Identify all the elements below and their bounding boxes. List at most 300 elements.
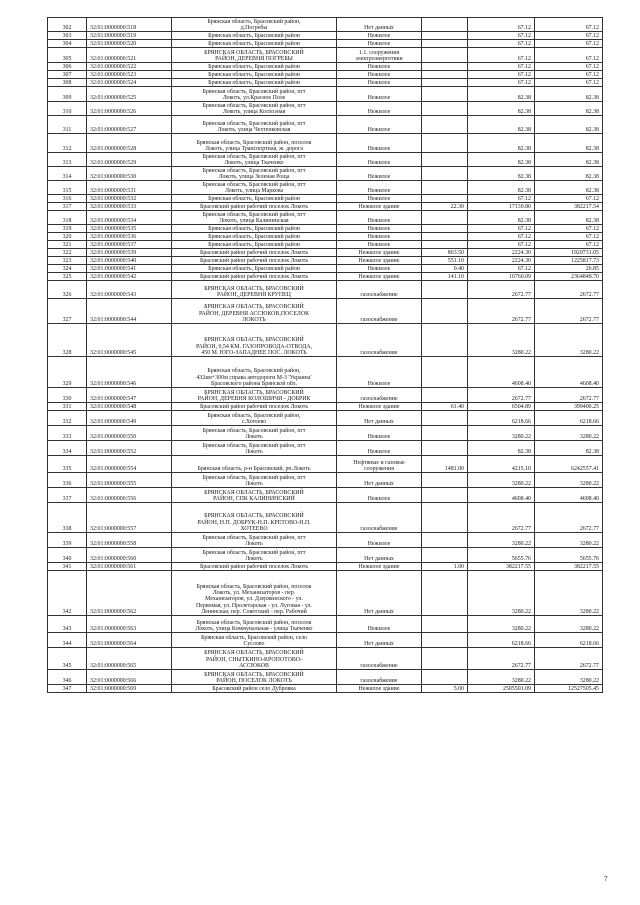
cadastral-register-table — [47, 17, 603, 693]
cadastral-number-cell: 32:01:0000000:549 — [87, 411, 172, 426]
cadastral-cost-total-cell: 399400.25 — [535, 403, 603, 411]
cadastral-number-cell: 32:01:0000000:519 — [87, 32, 172, 40]
object-type-cell: газоснабжение — [337, 648, 422, 670]
address-cell: Брянская область, Брасовский район, пгт Локоть, улица Зеленая Роща — [172, 167, 337, 181]
cadastral-cost-per-unit-cell: 82.38 — [468, 441, 535, 456]
object-type-cell: Нежилое — [337, 488, 422, 503]
cadastral-number-cell: 32:01:0000000:544 — [87, 299, 172, 324]
cadastral-cost-per-unit-cell: 3280.22 — [468, 473, 535, 488]
table-row — [48, 241, 603, 249]
row-number-cell: 347 — [48, 685, 87, 693]
area-cell — [422, 441, 468, 456]
address-cell: Брасовский район рабочий поселок Локоть — [172, 257, 337, 265]
cadastral-number-cell: 32:01:0000000:540 — [87, 257, 172, 265]
table-row — [48, 63, 603, 71]
cadastral-cost-total-cell: 2364848.70 — [535, 273, 603, 281]
cadastral-cost-per-unit-cell: 2672.77 — [468, 648, 535, 670]
area-cell — [422, 357, 468, 388]
cadastral-cost-total-cell: 67.12 — [535, 225, 603, 233]
area-cell — [422, 299, 468, 324]
cadastral-cost-per-unit-cell: 67.12 — [468, 233, 535, 241]
cadastral-cost-total-cell: 67.12 — [535, 79, 603, 87]
cadastral-cost-total-cell: 82.38 — [535, 211, 603, 225]
area-cell — [422, 548, 468, 563]
cadastral-number-cell: 32:01:0000000:550 — [87, 426, 172, 441]
cadastral-cost-per-unit-cell: 82.38 — [468, 153, 535, 167]
table-row — [48, 388, 603, 403]
table-row — [48, 102, 603, 116]
cadastral-number-cell: 32:01:0000000:527 — [87, 116, 172, 134]
table-row — [48, 134, 603, 153]
row-number-cell: 344 — [48, 633, 87, 648]
table-row — [48, 265, 603, 273]
table-row — [48, 616, 603, 633]
address-cell: Брянская область, Брасовский район, пгт Локоть — [172, 441, 337, 456]
cadastral-cost-per-unit-cell: 2672.77 — [468, 281, 535, 299]
address-cell: Брянская область, Брасовский район — [172, 79, 337, 87]
table-row — [48, 153, 603, 167]
cadastral-number-cell: 32:01:0000000:546 — [87, 357, 172, 388]
table-row — [48, 87, 603, 102]
row-number-cell: 324 — [48, 265, 87, 273]
address-cell: Брянская область, Брасовский район, поселок Локоть, ул. Механизаторов - пер. Механизаторов, ул. Дзержинского - ул. Первомая, ул. Пролетарская - ул. Луговая - ул. Ленинская, пер. Советский - пер. Рабочий — [172, 571, 337, 616]
address-cell: Брянская область, Брасовский район, пгт Локоть — [172, 473, 337, 488]
area-cell: 0.40 — [422, 265, 468, 273]
cadastral-number-cell: 32:01:0000000:563 — [87, 616, 172, 633]
table-row — [48, 488, 603, 503]
cadastral-number-cell: 32:01:0000000:541 — [87, 265, 172, 273]
address-cell: Брянская область, Брасовский район, пгт Локоть, улица Калининская — [172, 211, 337, 225]
object-type-cell: газоснабжение — [337, 503, 422, 533]
table-row — [48, 281, 603, 299]
cadastral-cost-per-unit-cell: 67.12 — [468, 195, 535, 203]
row-number-cell: 304 — [48, 40, 87, 48]
cadastral-number-cell: 32:01:0000000:548 — [87, 403, 172, 411]
area-cell — [422, 32, 468, 40]
area-cell — [422, 633, 468, 648]
table-row — [48, 548, 603, 563]
row-number-cell: 318 — [48, 211, 87, 225]
address-cell: БРЯНСКАЯ ОБЛАСТЬ, БРАСОВСКИЙ РАЙОН, ПОСЕЛОК ЛОКОТЬ — [172, 670, 337, 685]
cadastral-cost-per-unit-cell: 67.12 — [468, 18, 535, 32]
object-type-cell: Нежилое — [337, 426, 422, 441]
cadastral-cost-total-cell: 67.12 — [535, 40, 603, 48]
area-cell — [422, 167, 468, 181]
cadastral-number-cell: 32:01:0000000:547 — [87, 388, 172, 403]
cadastral-number-cell: 32:01:0000000:542 — [87, 273, 172, 281]
area-cell — [422, 195, 468, 203]
object-type-cell: Нежилое — [337, 181, 422, 195]
cadastral-cost-per-unit-cell: 2672.77 — [468, 503, 535, 533]
table-row — [48, 18, 603, 32]
address-cell: Брасовский район рабочий поселок Локоть — [172, 249, 337, 257]
cadastral-cost-per-unit-cell: 3280.22 — [468, 533, 535, 548]
cadastral-number-cell: 32:01:0000000:543 — [87, 281, 172, 299]
area-cell — [422, 281, 468, 299]
cadastral-number-cell: 32:01:0000000:566 — [87, 670, 172, 685]
cadastral-cost-total-cell: 82.38 — [535, 134, 603, 153]
address-cell: Брянская область, Брасовский район, пгт Локоть, улица Чехтенковская — [172, 116, 337, 134]
cadastral-cost-total-cell: 82.38 — [535, 102, 603, 116]
area-cell: 1.00 — [422, 563, 468, 571]
cadastral-cost-total-cell: 67.12 — [535, 233, 603, 241]
address-cell: Брасовский район рабочий поселок Локоть — [172, 203, 337, 211]
cadastral-cost-per-unit-cell: 67.12 — [468, 48, 535, 63]
table-row — [48, 71, 603, 79]
table-row — [48, 533, 603, 548]
row-number-cell: 306 — [48, 63, 87, 71]
row-number-cell: 315 — [48, 181, 87, 195]
table-row — [48, 211, 603, 225]
cadastral-number-cell: 32:01:0000000:530 — [87, 167, 172, 181]
address-cell: Брянская область, Брасовский район — [172, 63, 337, 71]
area-cell: 61.40 — [422, 403, 468, 411]
cadastral-cost-total-cell: 3280.22 — [535, 473, 603, 488]
cadastral-cost-per-unit-cell: 3280.22 — [468, 616, 535, 633]
cadastral-cost-per-unit-cell: 2505501.09 — [468, 685, 535, 693]
object-type-cell: Нежилое — [337, 40, 422, 48]
cadastral-number-cell: 32:01:0000000:536 — [87, 233, 172, 241]
row-number-cell: 343 — [48, 616, 87, 633]
cadastral-cost-total-cell: 3280.22 — [535, 426, 603, 441]
cadastral-cost-total-cell: 1920731.05 — [535, 249, 603, 257]
object-type-cell: Нет данных — [337, 18, 422, 32]
cadastral-cost-per-unit-cell: 82.38 — [468, 116, 535, 134]
row-number-cell: 333 — [48, 426, 87, 441]
cadastral-number-cell: 32:01:0000000:555 — [87, 473, 172, 488]
cadastral-number-cell: 32:01:0000000:569 — [87, 685, 172, 693]
cadastral-cost-total-cell: 2672.77 — [535, 299, 603, 324]
object-type-cell: Нежилое — [337, 233, 422, 241]
address-cell: Брянская область, Брасовский район, пгт Локоть, улица Ткаченко — [172, 153, 337, 167]
cadastral-number-cell: 32:01:0000000:525 — [87, 87, 172, 102]
cadastral-cost-per-unit-cell: 67.12 — [468, 71, 535, 79]
cadastral-cost-per-unit-cell: 67.12 — [468, 32, 535, 40]
object-type-cell: Нежилое здание — [337, 563, 422, 571]
address-cell: Брянская область, р-н Брасовский, рп.Локоть — [172, 456, 337, 473]
cadastral-cost-total-cell: 67.12 — [535, 32, 603, 40]
area-cell — [422, 488, 468, 503]
cadastral-number-cell: 32:01:0000000:564 — [87, 633, 172, 648]
area-cell — [422, 134, 468, 153]
address-cell: БРЯНСКАЯ ОБЛАСТЬ, БРАСОВСКИЙ РАЙОН, ДЕРЕВНЯ КРУПЕЦ — [172, 281, 337, 299]
cadastral-cost-per-unit-cell: 6218.66 — [468, 633, 535, 648]
address-cell: БРЯНСКАЯ ОБЛАСТЬ, БРАСОВСКИЙ РАЙОН, ДЕРЕВНЯ ПОГРЕБЫ — [172, 48, 337, 63]
page-number: 7 — [604, 875, 608, 883]
cadastral-cost-per-unit-cell: 4608.40 — [468, 357, 535, 388]
cadastral-cost-per-unit-cell: 16760.09 — [468, 273, 535, 281]
row-number-cell: 339 — [48, 533, 87, 548]
object-type-cell: Нежилое — [337, 134, 422, 153]
address-cell: БРЯНСКАЯ ОБЛАСТЬ, БРАСОВСКИЙ РАЙОН, 0,54 КМ. ГАЗОПРОВОДА-ОТВОДА, 450 М. ЮГО-ЗАПАДНЕЕ ПОС. ЛОКОТЬ — [172, 324, 337, 357]
cadastral-cost-per-unit-cell: 67.12 — [468, 40, 535, 48]
cadastral-number-cell: 32:01:0000000:523 — [87, 71, 172, 79]
cadastral-cost-total-cell: 6218.66 — [535, 411, 603, 426]
table-row — [48, 79, 603, 87]
cadastral-cost-per-unit-cell: 82.38 — [468, 87, 535, 102]
area-cell — [422, 48, 468, 63]
area-cell — [422, 241, 468, 249]
area-cell — [422, 388, 468, 403]
cadastral-number-cell: 32:01:0000000:526 — [87, 102, 172, 116]
area-cell — [422, 571, 468, 616]
cadastral-number-cell: 32:01:0000000:533 — [87, 203, 172, 211]
table-row — [48, 40, 603, 48]
area-cell — [422, 426, 468, 441]
row-number-cell: 332 — [48, 411, 87, 426]
row-number-cell: 305 — [48, 48, 87, 63]
cadastral-number-cell: 32:01:0000000:524 — [87, 79, 172, 87]
cadastral-cost-total-cell: 82.38 — [535, 87, 603, 102]
row-number-cell: 308 — [48, 79, 87, 87]
area-cell: 5.00 — [422, 685, 468, 693]
row-number-cell: 307 — [48, 71, 87, 79]
row-number-cell: 302 — [48, 18, 87, 32]
address-cell: Брянская область, Брасовский район, пгт Локоть, улица Маркова — [172, 181, 337, 195]
object-type-cell: Нежилое — [337, 87, 422, 102]
address-cell: Брасовский район село Дубровка — [172, 685, 337, 693]
cadastral-cost-per-unit-cell: 6504.89 — [468, 403, 535, 411]
cadastral-cost-per-unit-cell: 6218.66 — [468, 411, 535, 426]
row-number-cell: 322 — [48, 249, 87, 257]
cadastral-cost-per-unit-cell: 67.12 — [468, 241, 535, 249]
row-number-cell: 331 — [48, 403, 87, 411]
object-type-cell: Нет данных — [337, 633, 422, 648]
cadastral-number-cell: 32:01:0000000:531 — [87, 181, 172, 195]
object-type-cell: Нежилое здание — [337, 203, 422, 211]
table-row — [48, 32, 603, 40]
table-row — [48, 116, 603, 134]
object-type-cell: Нежилое — [337, 533, 422, 548]
object-type-cell: Нежилое — [337, 71, 422, 79]
cadastral-cost-total-cell: 67.12 — [535, 63, 603, 71]
object-type-cell: Нежилое — [337, 195, 422, 203]
row-number-cell: 340 — [48, 548, 87, 563]
row-number-cell: 338 — [48, 503, 87, 533]
address-cell: Брасовский район рабочий поселок Локоть — [172, 403, 337, 411]
row-number-cell: 334 — [48, 441, 87, 456]
cadastral-cost-total-cell: 2672.77 — [535, 648, 603, 670]
table-row — [48, 357, 603, 388]
cadastral-cost-per-unit-cell: 82.38 — [468, 167, 535, 181]
row-number-cell: 329 — [48, 357, 87, 388]
object-type-cell: газоснабжение — [337, 324, 422, 357]
cadastral-cost-total-cell: 3280.22 — [535, 616, 603, 633]
row-number-cell: 337 — [48, 488, 87, 503]
row-number-cell: 312 — [48, 134, 87, 153]
area-cell — [422, 211, 468, 225]
object-type-cell: Нежилое — [337, 153, 422, 167]
cadastral-cost-total-cell: 67.12 — [535, 241, 603, 249]
row-number-cell: 323 — [48, 257, 87, 265]
cadastral-number-cell: 32:01:0000000:521 — [87, 48, 172, 63]
address-cell: Брянская область, Брасовский район, 432км+300м справа автодороги М-3 'Украина' Брасовского района Брянской обл. — [172, 357, 337, 388]
object-type-cell: газоснабжение — [337, 388, 422, 403]
cadastral-cost-total-cell: 6218.66 — [535, 633, 603, 648]
object-type-cell: Нет данных — [337, 548, 422, 563]
cadastral-number-cell: 32:01:0000000:562 — [87, 571, 172, 616]
object-type-cell: Нежилое здание — [337, 403, 422, 411]
object-type-cell: газоснабжение — [337, 670, 422, 685]
area-cell — [422, 324, 468, 357]
object-type-cell: Нежилое здание — [337, 249, 422, 257]
table-row — [48, 403, 603, 411]
row-number-cell: 320 — [48, 233, 87, 241]
area-cell: 141.10 — [422, 273, 468, 281]
table-row — [48, 233, 603, 241]
table-row — [48, 473, 603, 488]
area-cell: 863.50 — [422, 249, 468, 257]
area-cell — [422, 411, 468, 426]
cadastral-cost-per-unit-cell: 2224.30 — [468, 257, 535, 265]
cadastral-cost-per-unit-cell: 82.38 — [468, 211, 535, 225]
row-number-cell: 345 — [48, 648, 87, 670]
table-row — [48, 411, 603, 426]
cadastral-cost-per-unit-cell: 67.12 — [468, 63, 535, 71]
cadastral-cost-per-unit-cell: 82.38 — [468, 134, 535, 153]
address-cell: Брянская область, Брасовский район — [172, 32, 337, 40]
object-type-cell: Нежилое — [337, 225, 422, 233]
table-row — [48, 648, 603, 670]
object-type-cell: Нежилое — [337, 211, 422, 225]
row-number-cell: 321 — [48, 241, 87, 249]
table-row — [48, 195, 603, 203]
address-cell: БРЯНСКАЯ ОБЛАСТЬ, БРАСОВСКИЙ РАЙОН, ДЕРЕВНЯ КОЛОШИЧИ - ДОБРИК — [172, 388, 337, 403]
table-row — [48, 633, 603, 648]
table-row — [48, 503, 603, 533]
cadastral-number-cell: 32:01:0000000:532 — [87, 195, 172, 203]
address-cell: Брянская область, Брасовский район — [172, 233, 337, 241]
address-cell: Брянская область, Брасовский район — [172, 241, 337, 249]
object-type-cell: Нежилое — [337, 63, 422, 71]
cadastral-number-cell: 32:01:0000000:537 — [87, 241, 172, 249]
area-cell — [422, 473, 468, 488]
row-number-cell: 303 — [48, 32, 87, 40]
cadastral-number-cell: 32:01:0000000:561 — [87, 563, 172, 571]
area-cell — [422, 71, 468, 79]
cadastral-cost-total-cell: 67.12 — [535, 18, 603, 32]
cadastral-cost-total-cell: 382217.54 — [535, 203, 603, 211]
cadastral-number-cell: 32:01:0000000:539 — [87, 249, 172, 257]
cadastral-cost-per-unit-cell: 3280.22 — [468, 426, 535, 441]
object-type-cell: Нежилое здание — [337, 273, 422, 281]
table-row — [48, 441, 603, 456]
cadastral-cost-per-unit-cell: 67.12 — [468, 265, 535, 273]
cadastral-number-cell: 32:01:0000000:518 — [87, 18, 172, 32]
address-cell: Брянская область, Брасовский район, пгт Локоть, ул.Красное Поле — [172, 87, 337, 102]
cadastral-number-cell: 32:01:0000000:522 — [87, 63, 172, 71]
object-type-cell: Нежилое здание — [337, 685, 422, 693]
cadastral-cost-total-cell: 67.12 — [535, 71, 603, 79]
cadastral-number-cell: 32:01:0000000:529 — [87, 153, 172, 167]
cadastral-number-cell: 32:01:0000000:556 — [87, 488, 172, 503]
address-cell: Брянская область, Брасовский район, поселок Локоть, улица Коммунальная - улица Ткаченко — [172, 616, 337, 633]
area-cell: 22.30 — [422, 203, 468, 211]
table-row — [48, 670, 603, 685]
area-cell — [422, 79, 468, 87]
area-cell — [422, 87, 468, 102]
object-type-cell: Нежилое — [337, 241, 422, 249]
object-type-cell: газоснабжение — [337, 281, 422, 299]
row-number-cell: 313 — [48, 153, 87, 167]
cadastral-cost-total-cell: 82.38 — [535, 167, 603, 181]
object-type-cell: Нежилое — [337, 102, 422, 116]
cadastral-cost-per-unit-cell: 82.38 — [468, 102, 535, 116]
row-number-cell: 326 — [48, 281, 87, 299]
cadastral-cost-per-unit-cell: 17139.80 — [468, 203, 535, 211]
object-type-cell: Нежилое — [337, 357, 422, 388]
cadastral-cost-total-cell: 26.85 — [535, 265, 603, 273]
row-number-cell: 316 — [48, 195, 87, 203]
address-cell: Брянская область, Брасовский район — [172, 195, 337, 203]
area-cell — [422, 225, 468, 233]
table-row — [48, 563, 603, 571]
table-row — [48, 324, 603, 357]
area-cell: 551.10 — [422, 257, 468, 265]
cadastral-number-cell: 32:01:0000000:557 — [87, 503, 172, 533]
row-number-cell: 325 — [48, 273, 87, 281]
table-row — [48, 181, 603, 195]
table-row — [48, 456, 603, 473]
object-type-cell: Нежилое — [337, 616, 422, 633]
cadastral-number-cell: 32:01:0000000:558 — [87, 533, 172, 548]
address-cell: Брянская область, Брасовский район, с.Хотеево — [172, 411, 337, 426]
row-number-cell: 311 — [48, 116, 87, 134]
table-row — [48, 225, 603, 233]
address-cell: Брянская область, Брасовский район, пгт Локоть — [172, 533, 337, 548]
cadastral-cost-total-cell: 4608.40 — [535, 488, 603, 503]
object-type-cell: Нежилое — [337, 441, 422, 456]
cadastral-number-cell: 32:01:0000000:554 — [87, 456, 172, 473]
row-number-cell: 314 — [48, 167, 87, 181]
object-type-cell: газоснабжение — [337, 299, 422, 324]
area-cell — [422, 648, 468, 670]
cadastral-cost-per-unit-cell: 82.38 — [468, 181, 535, 195]
table-row — [48, 257, 603, 265]
cadastral-cost-total-cell: 3280.22 — [535, 533, 603, 548]
cadastral-cost-per-unit-cell: 382217.55 — [468, 563, 535, 571]
object-type-cell: Нет данных — [337, 473, 422, 488]
address-cell: БРЯНСКАЯ ОБЛАСТЬ, БРАСОВСКИЙ РАЙОН, СПК КАЛИНИНСКИЙ — [172, 488, 337, 503]
cadastral-cost-total-cell: 3280.22 — [535, 670, 603, 685]
table-row — [48, 685, 603, 693]
address-cell: Брянская область, Брасовский район, д.Погребы — [172, 18, 337, 32]
row-number-cell: 342 — [48, 571, 87, 616]
table-row — [48, 48, 603, 63]
object-type-cell: Нежилое — [337, 116, 422, 134]
cadastral-cost-total-cell: 3280.22 — [535, 571, 603, 616]
area-cell — [422, 116, 468, 134]
table-row — [48, 571, 603, 616]
address-cell: Брянская область, Брасовский район, пгт Локоть, улица Колхозная — [172, 102, 337, 116]
cadastral-number-cell: 32:01:0000000:552 — [87, 441, 172, 456]
cadastral-cost-per-unit-cell: 3280.22 — [468, 324, 535, 357]
cadastral-cost-total-cell: 67.12 — [535, 48, 603, 63]
address-cell: Брянская область, Брасовский район — [172, 40, 337, 48]
cadastral-cost-total-cell: 2672.77 — [535, 503, 603, 533]
address-cell: Брянская область, Брасовский район, пгт Локоть — [172, 548, 337, 563]
object-type-cell: 1.1. сооружения электроэнергетики — [337, 48, 422, 63]
cadastral-cost-total-cell: 82.38 — [535, 181, 603, 195]
cadastral-cost-per-unit-cell: 3280.22 — [468, 670, 535, 685]
cadastral-number-cell: 32:01:0000000:545 — [87, 324, 172, 357]
row-number-cell: 327 — [48, 299, 87, 324]
object-type-cell: Нежилое — [337, 167, 422, 181]
cadastral-cost-total-cell: 1225817.73 — [535, 257, 603, 265]
area-cell — [422, 102, 468, 116]
object-type-cell: Нет данных — [337, 411, 422, 426]
object-type-cell: Нежилое здание — [337, 257, 422, 265]
